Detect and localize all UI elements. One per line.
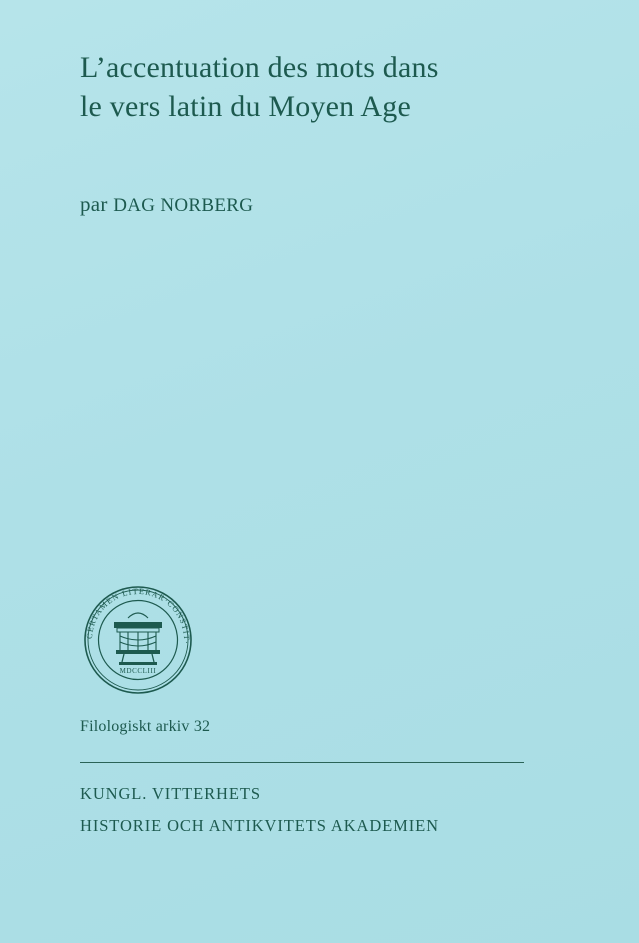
series-label: Filologiskt arkiv 32 [80, 718, 211, 735]
author-prefix: par [80, 192, 114, 216]
publisher-line-2: HISTORIE OCH ANTIKVITETS AKADEMIEN [80, 816, 439, 835]
author-byline [80, 192, 253, 217]
divider [80, 762, 524, 763]
title-line-2: le vers latin du Moyen Age [80, 90, 411, 123]
academy-seal-icon [76, 578, 200, 702]
publisher-line-1: KUNGL. VITTERHETS [80, 784, 261, 803]
svg-text:MDCCLIII: MDCCLIII [119, 667, 157, 675]
title-line-1: L’accentuation des mots dans [80, 51, 439, 84]
page-title [80, 48, 550, 126]
svg-text:CERTAMEN LITERAR·CONSTIT·: CERTAMEN LITERAR·CONSTIT· [84, 586, 192, 646]
author-name: DAG NORBERG [113, 195, 254, 216]
publisher-block [80, 778, 550, 842]
